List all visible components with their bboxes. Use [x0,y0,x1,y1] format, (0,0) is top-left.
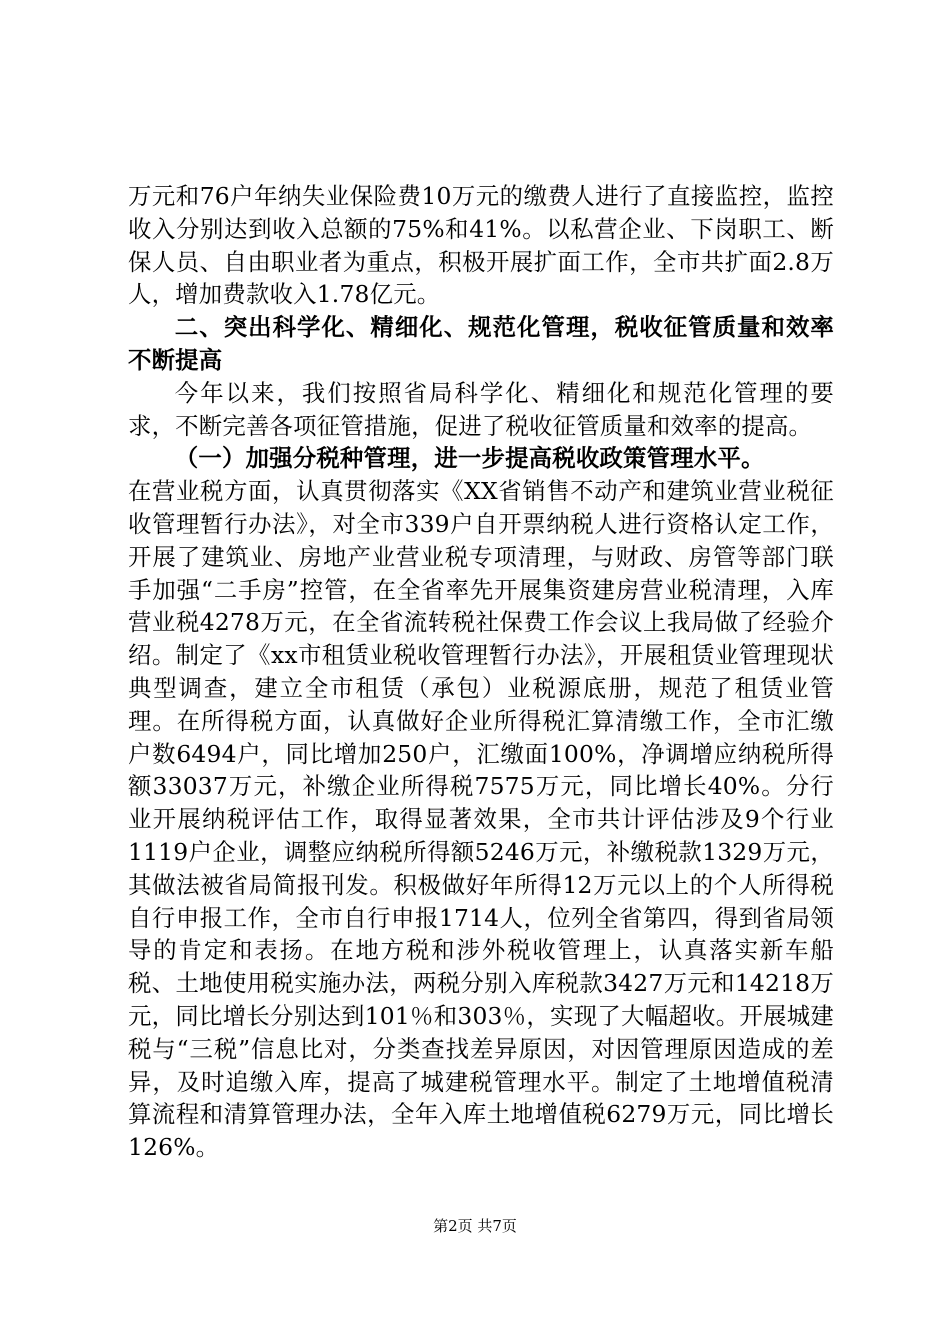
page-footer: 第2页 共7页 [433,1217,517,1235]
paragraph-tax-details: 在营业税方面，认真贯彻落实《XX省销售不动产和建筑业营业税征收管理暂行办法》，对全市339户自开票纳税人进行资格认定工作，开展了建筑业、房地产业营业税专项清理，与财政、房管等部门联手加强“二手房”控管，在全省率先开展集资建房营业税清理，入库营业税4278万元，在全省流转税社保费工作会议上我局做了经验介绍。制定了《xx市租赁业税收管理暂行办法》，开展租赁业管理现状典型调查，建立全市租赁（承包）业税源底册，规范了租赁业管理。在所得税方面，认真做好企业所得税汇算清缴工作，全市汇缴户数6494户，同比增加250户，汇缴面100%，净调增应纳税所得额33037万元，补缴企业所得税7575万元，同比增长40%。分行业开展纳税评估工作，取得显著效果，全市共计评估涉及9个行业1119户企业，调整应纳税所得额5246万元，补缴税款1329万元，其做法被省局简报刊发。积极做好年所得12万元以上的个人所得税自行申报工作，全市自行申报1714人，位列全省第四，得到省局领导的肯定和表扬。在地方税和涉外税收管理上，认真落实新车船税、土地使用税实施办法，两税分别入库税款3427万元和14218万元，同比增长分别达到101％和303％，实现了大幅超收。开展城建税与“三税”信息比对，分类查找差异原因，对因管理原因造成的差异，及时追缴入库，提高了城建税管理水平。制定了土地增值税清算流程和清算管理办法，全年入库土地增值税6279万元，同比增长126%。 [128,477,834,1162]
subheading-text: （一）加强分税种管理，进一步提高税收政策管理水平。 [174,444,765,473]
subheading-tax-management [128,442,834,475]
paragraph-unemployment-insurance: 万元和76户年纳失业保险费10万元的缴费人进行了直接监控，监控收入分别达到收入总额的75%和41%。以私营企业、下岗职工、断保人员、自由职业者为重点，积极开展扩面工作，全市共扩面2.8万人，增加费款收入1.78亿元。 [128,182,834,309]
document-body [128,180,834,1164]
paragraph-intro: 今年以来，我们按照省局科学化、精细化和规范化管理的要求，不断完善各项征管措施，促进了税收征管质量和效率的提高。 [128,378,834,440]
section-heading-2: 二、突出科学化、精细化、规范化管理，税收征管质量和效率不断提高 [128,313,834,374]
